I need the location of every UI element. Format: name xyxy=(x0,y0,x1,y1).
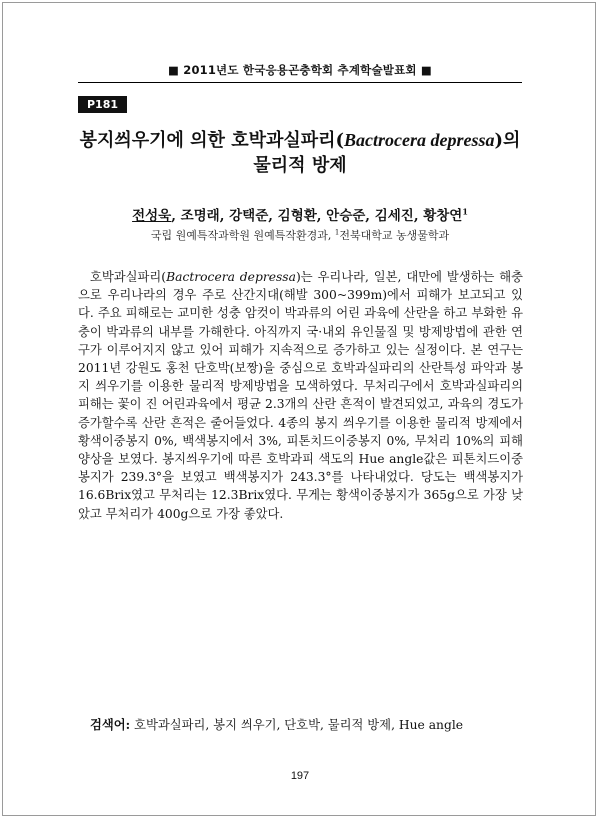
poster-id-badge: P181 xyxy=(78,96,127,113)
affiliations xyxy=(60,227,540,243)
presenting-author: 전성욱 xyxy=(132,208,172,224)
affiliation-second: 전북대학교 농생물학과 xyxy=(339,229,450,242)
title-line-2: 물리적 방제 xyxy=(253,155,347,176)
abstract-rest: )는 우리나라, 일본, 대만에 발생하는 해충으로 우리나라의 경우 주로 산간지대(해발 300~399m)에서 피해가 보고되고 있다. 주요 피해로는 교미한 성충 암컷이 박과류의 어린 과육에 산란을 하고 부화한 유충이 박과류의 내부를 가해한다. 아직까지 국·내외 유인물질 및 방제방법에 관한 연구가 이루어지지 않고 있어 피해가 지속적으로 증가하고 있는 실정이다. 본 연구는 2011년 강원도 홍천 단호박(보짱)을 중심으로 호박과실파리의 산란특성 파악과 봉지 씌우기를 이용한 물리적 방제방법을 모색하였다. 무처리구에서 호박과실파리의 피해는 꽃이 진 어린과육에서 평균 2.3개의 산란 흔적이 발견되었고, 과육의 경도가 증가할수록 산란 흔적은 줄어들었다. 4종의 봉지 씌우기를 이용한 물리적 방제에서 황색이중봉지 0%, 백색봉지에서 3%, 피톤치드이중봉지 0%, 무처리 10%의 피해양상을 보였다. 봉지씌우기에 따른 호박과피 색도의 Hue angle값은 피톤치드이중봉지가 239.3°을 보였고 백색봉지가 243.3°를 나타내었다. 당도는 백색봉지가 16.6Brix였고 무처리는 12.3Brix였다. 무게는 황색이중봉지가 365g으로 가장 낮았고 무처리가 400g으로 가장 좋았다. xyxy=(78,270,523,521)
abstract-start: 호박과실파리( xyxy=(90,270,167,284)
author-affiliation-mark: 1 xyxy=(462,206,468,217)
keywords-label: 검색어: xyxy=(90,717,131,732)
abstract-scientific-name: Bactrocera depressa xyxy=(166,270,296,284)
keywords xyxy=(78,716,523,734)
title-scientific-name: Bactrocera depressa xyxy=(344,130,495,150)
affiliation-mark: 1 xyxy=(334,228,340,237)
abstract-paragraph xyxy=(78,268,523,523)
paper-title xyxy=(60,128,540,178)
title-part-2: )의 xyxy=(494,130,521,151)
conference-header: ■ 2011년도 한국응용곤충학회 추계학술발표회 ■ xyxy=(167,63,432,77)
page-number: 197 xyxy=(290,770,310,782)
author-list xyxy=(60,204,540,224)
header-divider xyxy=(78,82,522,83)
affiliation-main: 국립 원예특작과학원 원예특작환경과, xyxy=(150,229,335,242)
co-authors: , 조명래, 강택준, 김형환, 안승준, 김세진, 황창연 xyxy=(171,208,463,224)
keywords-text: 호박과실파리, 봉지 씌우기, 단호박, 물리적 방제, Hue angle xyxy=(130,718,464,732)
title-part-1: 봉지씌우기에 의한 호박과실파리( xyxy=(79,130,345,151)
